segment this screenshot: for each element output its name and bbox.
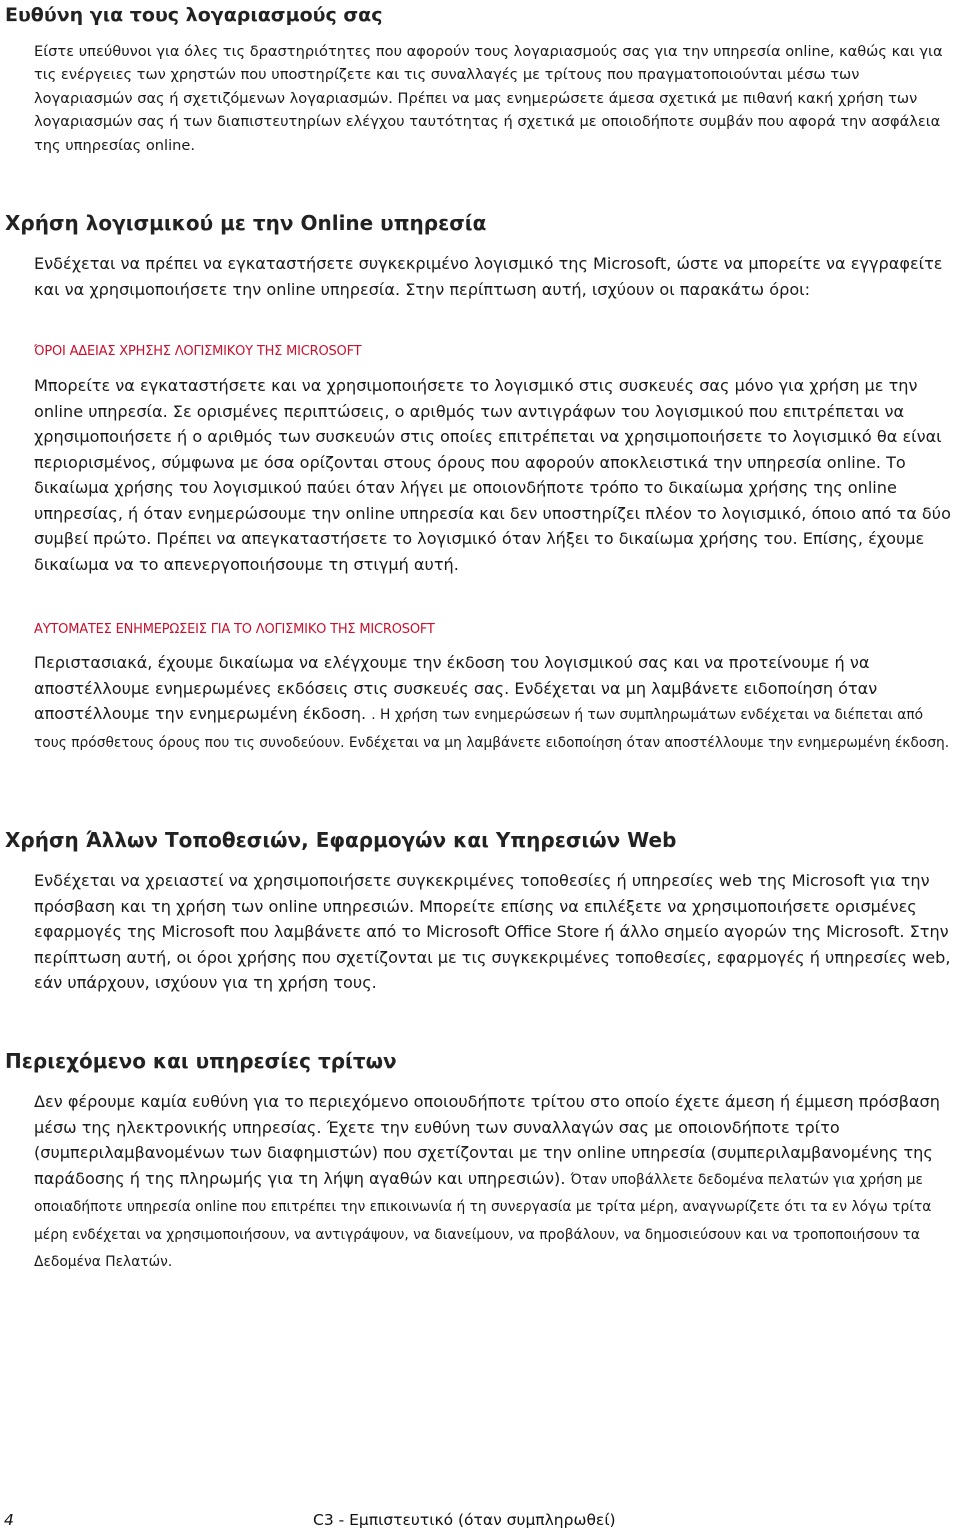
section-heading-accounts: Ευθύνη για τους λογαριασμούς σας <box>5 4 383 26</box>
paragraph-accounts: Είστε υπεύθυνοι για όλες τις δραστηριότητες που αφορούν τους λογαριασμούς σας για την υπηρεσία online, καθώς και για τις ενέργειες των χρηστών που υποστηρίζετε και τις συναλλαγές με τρίτους που πραγματοποιούνται μέσω των λογαριασμών σας ή σχετιζόμενων λογαριασμών. Πρέπει να μας ενημερώσετε άμεσα σχετικά με πιθανή κακή χρήση των λογαριασμών σας ή των διαπιστευτηρίων ελέγχου ταυτότητας ή σχετικά με οποιοδήποτε συμβάν που αφορά την ασφάλεια της υπηρεσίας online. <box>34 43 943 154</box>
subheading-license-terms: ΌΡΟΙ ΑΔΕΙΑΣ ΧΡΗΣΗΣ ΛΟΓΙΣΜΙΚΟΥ ΤΗΣ MICROSOFT <box>34 344 362 359</box>
paragraph-auto-updates-main: Περιστασιακά, έχουμε δικαίωμα να ελέγχουμε την έκδοση του λογισμικού σας και να προτείνουμε ή να αποστέλλουμε ενημερωμένες εκδόσεις στις συσκευές σας. Ενδέχεται να μη λαμβάνετε ειδοποίηση όταν αποστέλλουμε την ενημερωμένη έκδοση. <box>34 653 878 723</box>
paragraph-license-terms: Μπορείτε να εγκαταστήσετε και να χρησιμοποιήσετε το λογισμικό στις συσκευές σας μόνο για χρήση με την online υπηρεσία. Σε ορισμένες περιπτώσεις, ο αριθμός των αντιγράφων του λογισμικού που επιτρέπεται να χρησιμοποιήσετε ή ο αριθμός των συσκευών στις οποίες επιτρέπεται να χρησιμοποιήσετε το λογισμικό θα είναι περιορισμένος, σύμφωνα με όσα ορίζονται στους όρους που αφορούν αποκλειστικά την υπηρεσία online. Το δικαίωμα χρήσης του λογισμικού παύει όταν λήγει με οποιονδήποτε τρόπο το δικαίωμα χρήσης της online υπηρεσίας, ή όταν ενημερώσουμε την online υπηρεσία και δεν υποστηρίζει πλέον το λογισμικό, όποιο από τα δύο συμβεί πρώτο. Πρέπει να απεγκαταστήσετε το λογισμικό όταν λήξει το δικαίωμα χρήσης του. Επίσης, έχουμε δικαίωμα να το απενεργοποιήσουμε τη στιγμή αυτή. <box>34 376 951 574</box>
paragraph-other-sites: Ενδέχεται να χρειαστεί να χρησιμοποιήσετε συγκεκριμένες τοποθεσίες ή υπηρεσίες web της Microsoft για την πρόσβαση και τη χρήση των online υπηρεσιών. Μπορείτε επίσης να επιλέξετε να χρησιμοποιήσετε ορισμένες εφαρμογές της Microsoft που λαμβάνετε από το Microsoft Office Store ή άλλο σημείο αγορών της Microsoft. Στην περίπτωση αυτή, οι όροι χρήσης που σχετίζονται με τις συγκεκριμένες τοποθεσίες, εφαρμογές ή υπηρεσίες web, εάν υπάρχουν, ισχύουν για τη χρήση τους. <box>34 871 951 992</box>
paragraph-auto-updates <box>34 650 954 756</box>
subheading-auto-updates: ΑΥΤΟΜΑΤΕΣ ΕΝΗΜΕΡΩΣΕΙΣ ΓΙΑ ΤΟ ΛΟΓΙΣΜΙΚΟ ΤΗΣ MICROSOFT <box>34 622 435 637</box>
paragraph-software: Ενδέχεται να πρέπει να εγκαταστήσετε συγκεκριμένο λογισμικό της Microsoft, ώστε να μπορείτε να εγγραφείτε και να χρησιμοποιήσετε την online υπηρεσία. Στην περίπτωση αυτή, ισχύουν οι παρακάτω όροι: <box>34 254 943 299</box>
section-heading-third-party: Περιεχόμενο και υπηρεσίες τρίτων <box>5 1049 397 1073</box>
paragraph-auto-updates-extra: . Η χρήση των ενημερώσεων ή των συμπληρωμάτων ενδέχεται να διέπεται από τους πρόσθετους όρους που τις συνοδεύουν. Ενδέχεται να μη λαμβάνετε ειδοποίηση όταν αποστέλλουμε την ενημερωμένη έκδοση. <box>34 707 950 751</box>
footer-classification: C3 - Εμπιστευτικό (όταν συμπληρωθεί) <box>313 1511 616 1529</box>
page-number: 4 <box>4 1511 14 1529</box>
paragraph-third-party <box>34 1089 954 1276</box>
section-heading-software: Χρήση λογισμικού με την Online υπηρεσία <box>5 211 487 235</box>
section-heading-other-sites: Χρήση Άλλων Τοποθεσιών, Εφαρμογών και Υπηρεσιών Web <box>5 828 677 852</box>
paragraph-third-party-extra: Όταν υποβάλλετε δεδομένα πελατών για χρήση με οποιαδήποτε υπηρεσία online που επιτρέπει την επικοινωνία ή τη συνεργασία με τρίτα μέρη, αναγνωρίζετε ότι τα εν λόγω τρίτα μέρη ενδέχεται να χρησιμοποιήσουν, να αντιγράψουν, να διανείμουν, να προβάλουν, να δημοσιεύσουν και να τροποποιήσουν τα Δεδομένα Πελατών. <box>34 1171 932 1270</box>
paragraph-third-party-main: Δεν φέρουμε καμία ευθύνη για το περιεχόμενο οποιουδήποτε τρίτου στο οποίο έχετε άμεση ή έμμεση πρόσβαση μέσω της ηλεκτρονικής υπηρεσίας. Έχετε την ευθύνη των συναλλαγών σας με οποιονδήποτε τρίτο (συμπεριλαμβανομένων των διαφημιστών) που σχετίζονται με την online υπηρεσία (συμπεριλαμβανομένης της παράδοσης ή της πληρωμής για τη λήψη αγαθών και υπηρεσιών). <box>34 1092 940 1188</box>
page-footer <box>0 1509 960 1531</box>
